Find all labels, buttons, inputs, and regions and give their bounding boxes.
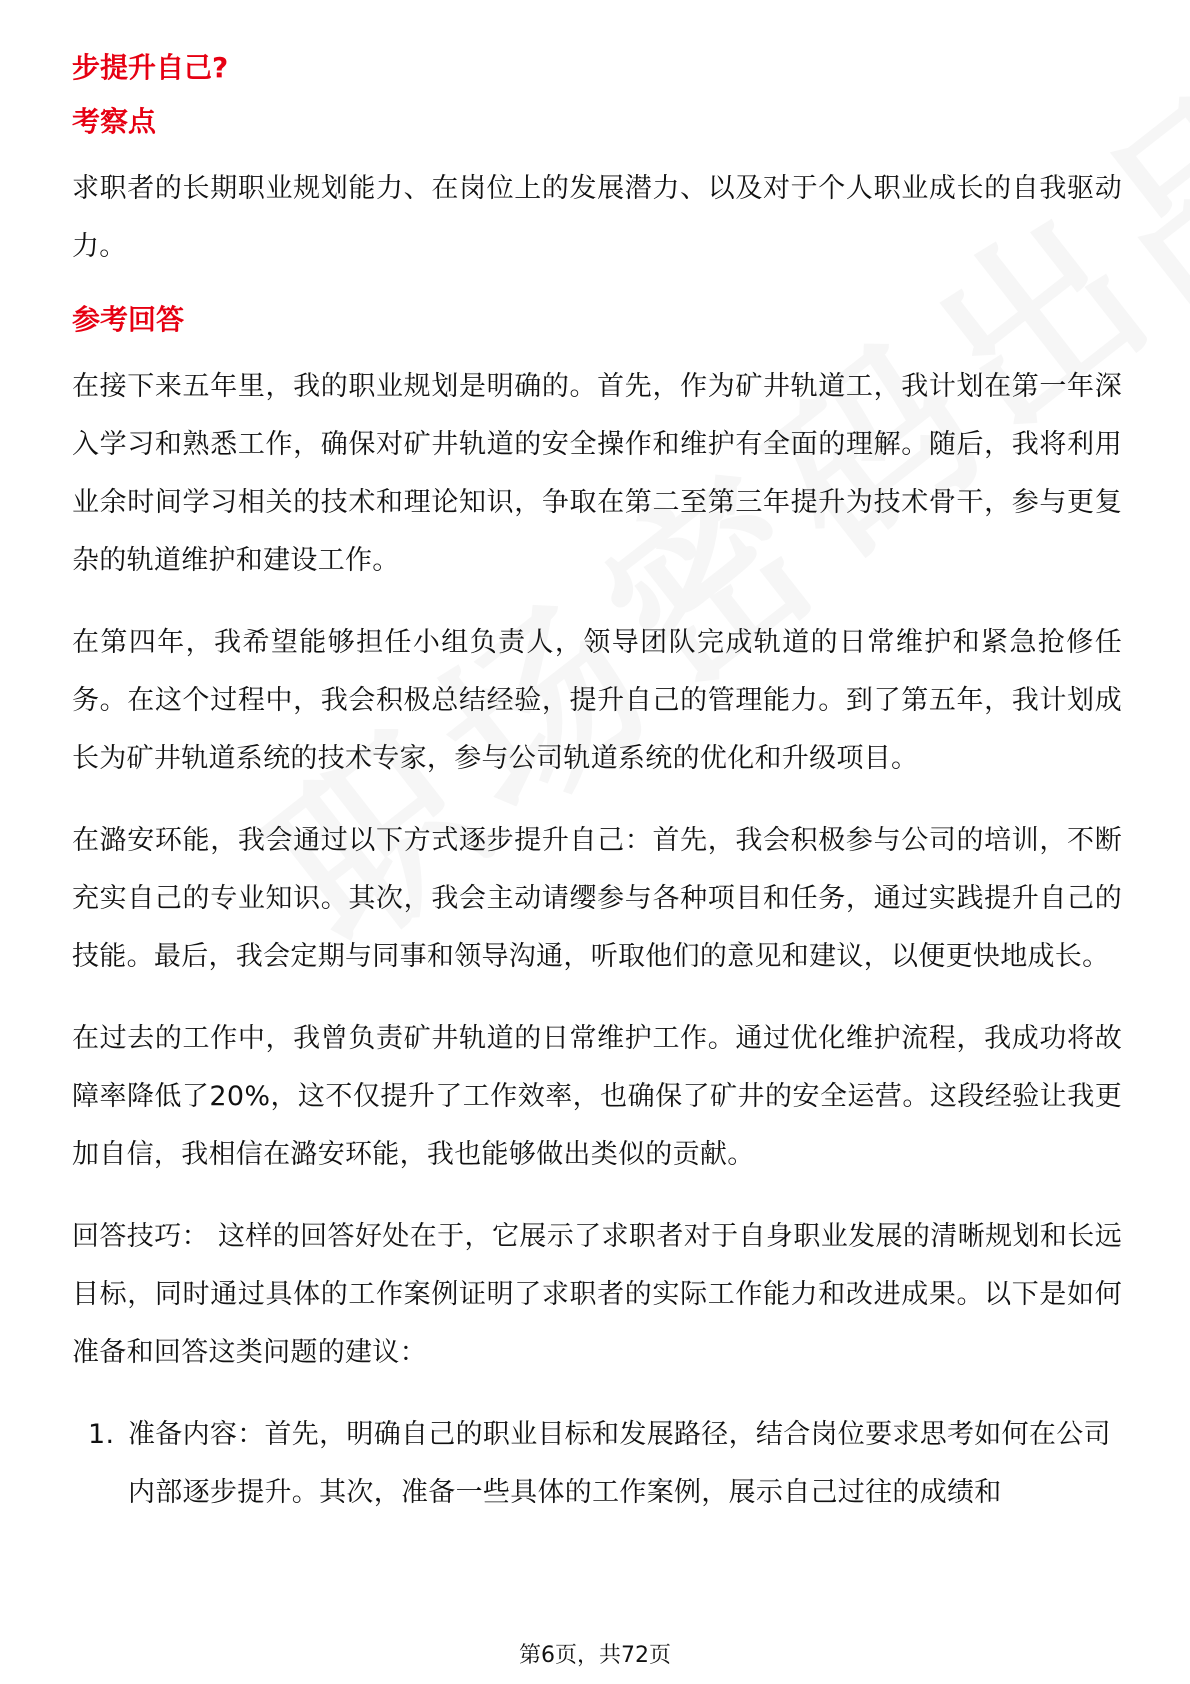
list-item <box>72 1406 1122 1522</box>
list-number: 1. <box>88 1419 115 1450</box>
answer-paragraph-4: 在过去的工作中，我曾负责矿井轨道的日常维护工作。通过优化维护流程，我成功将故障率降低了20%，这不仅提升了工作效率，也确保了矿井的安全运营。这段经验让我更加自信，我相信在潞安环能，我也能够做出类似的贡献。 <box>72 1023 1122 1170</box>
section-heading-focus: 考察点 <box>72 105 157 138</box>
answer-paragraph-3: 在潞安环能，我会通过以下方式逐步提升自己：首先，我会积极参与公司的培训，不断充实自己的专业知识。其次，我会主动请缨参与各种项目和任务，通过实践提升自己的技能。最后，我会定期与同事和领导沟通，听取他们的意见和建议，以便更快地成长。 <box>72 825 1122 972</box>
top-heading: 步提升自己? <box>72 51 229 84</box>
advice-list <box>72 1406 1122 1522</box>
answer-paragraph-2: 在第四年，我希望能够担任小组负责人，领导团队完成轨道的日常维护和紧急抢修任务。在这个过程中，我会积极总结经验，提升自己的管理能力。到了第五年，我计划成长为矿井轨道系统的技术专家，参与公司轨道系统的优化和升级项目。 <box>72 627 1122 774</box>
section-heading-answer: 参考回答 <box>72 303 185 336</box>
page-footer: 第6页，共72页 <box>519 1643 671 1668</box>
focus-paragraph: 求职者的长期职业规划能力、在岗位上的发展潜力、以及对于个人职业成长的自我驱动力。 <box>72 173 1122 262</box>
list-text: 准备内容：首先，明确自己的职业目标和发展路径，结合岗位要求思考如何在公司内部逐步提升。其次，准备一些具体的工作案例，展示自己过往的成绩和 <box>128 1419 1111 1508</box>
tips-paragraph: 回答技巧： 这样的回答好处在于，它展示了求职者对于自身职业发展的清晰规划和长远目标，同时通过具体的工作案例证明了求职者的实际工作能力和改进成果。以下是如何准备和回答这类问题的建议： <box>72 1221 1122 1368</box>
document-content <box>72 48 1122 1522</box>
answer-paragraph-1: 在接下来五年里，我的职业规划是明确的。首先，作为矿井轨道工，我计划在第一年深入学习和熟悉工作，确保对矿井轨道的安全操作和维护有全面的理解。随后，我将利用业余时间学习相关的技术和理论知识，争取在第二至第三年提升为技术骨干，参与更复杂的轨道维护和建设工作。 <box>72 371 1122 576</box>
